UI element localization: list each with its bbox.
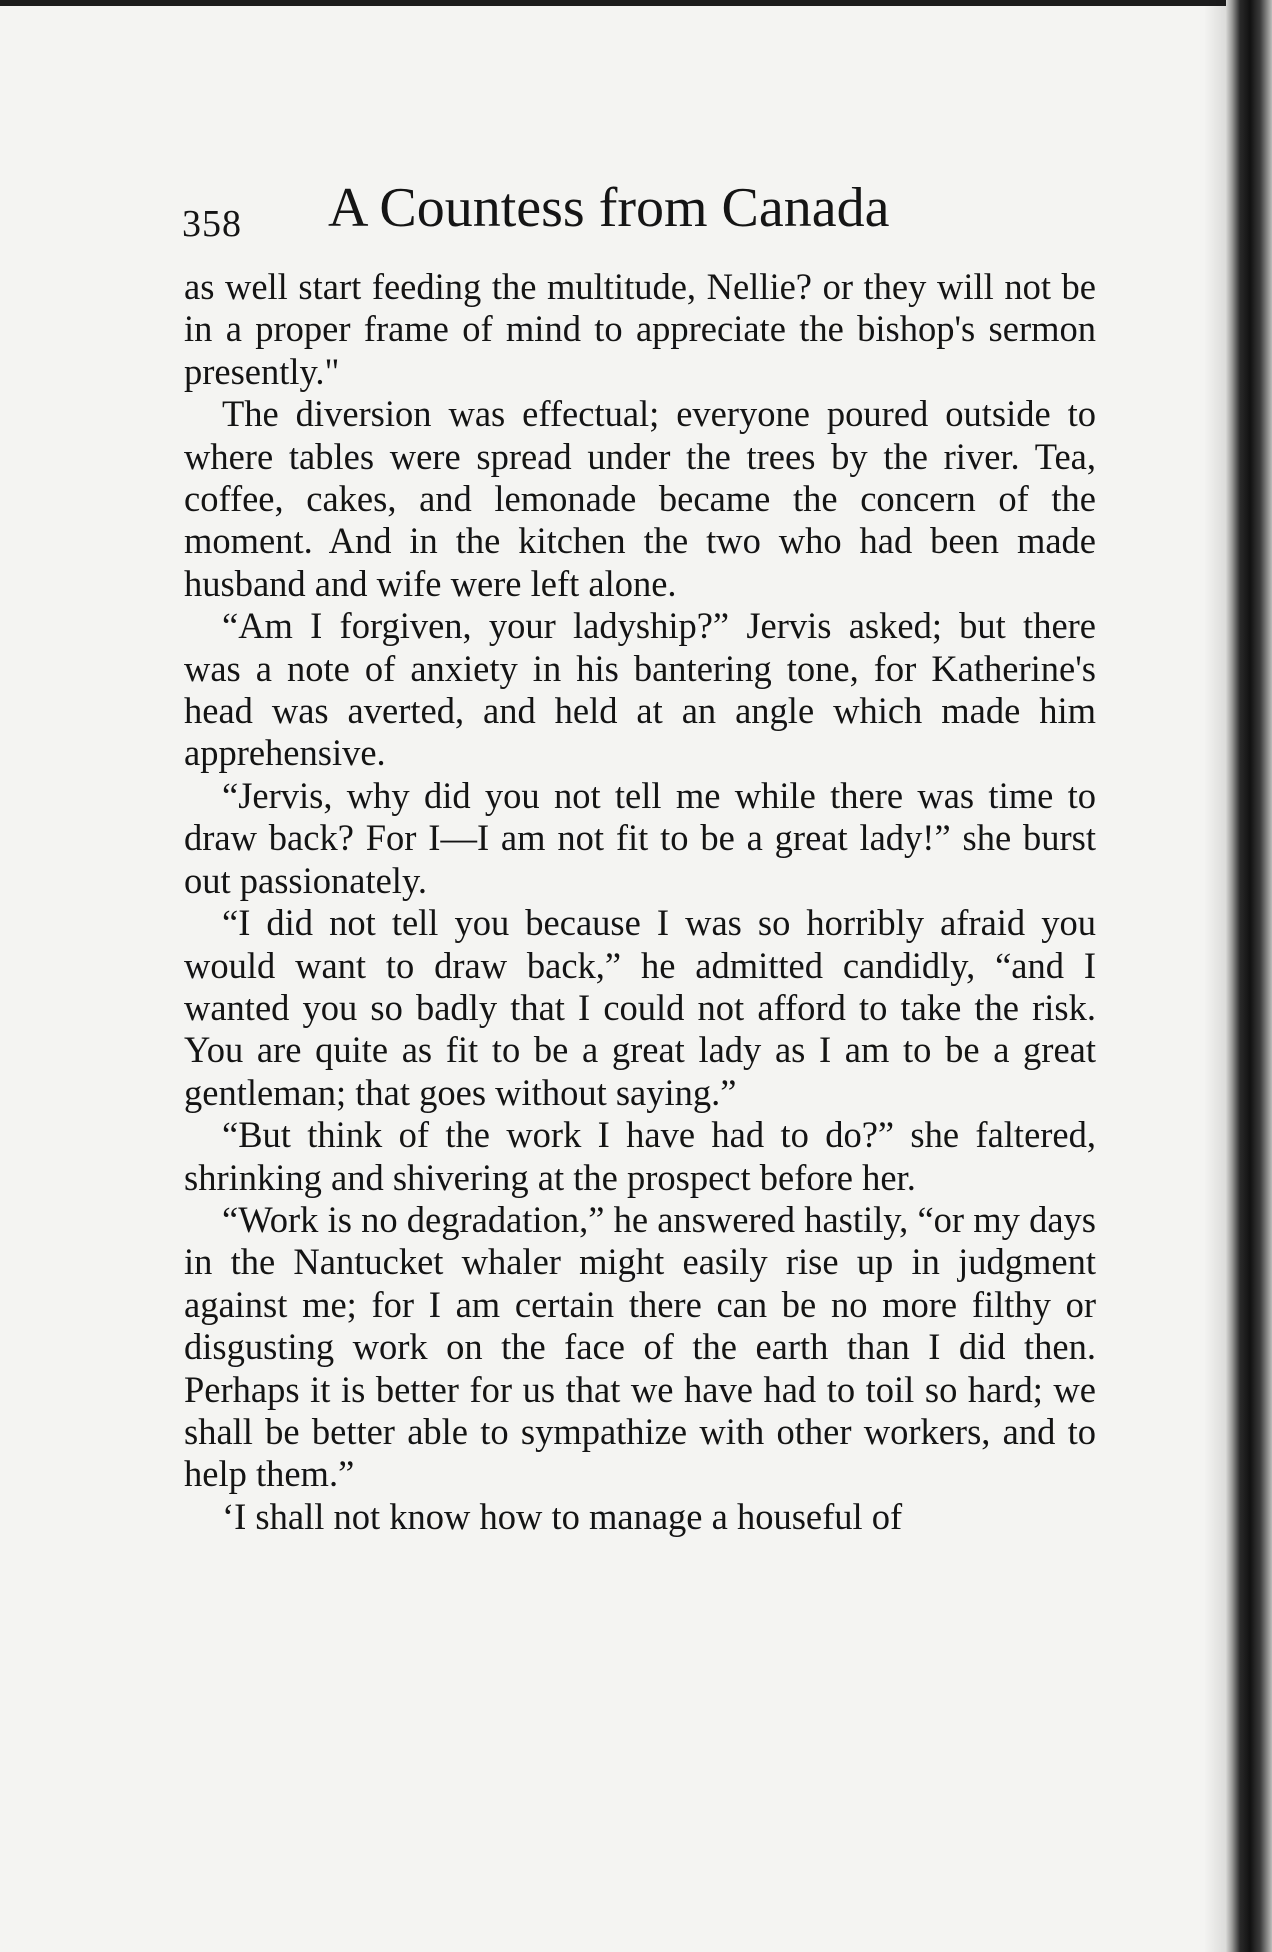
paragraph: as well start feeding the multitude, Nellie? or they will not be in a proper frame of mind to appreciate the bishop's sermon presently." (184, 266, 1096, 392)
page-body (184, 266, 1096, 1538)
paragraph: “Jervis, why did you not tell me while there was time to draw back? For I—I am not fit to be a great lady!” she burst out passionately. (184, 774, 1096, 901)
page-top-edge (0, 0, 1230, 6)
page-number: 358 (182, 203, 242, 245)
paragraph: “But think of the work I have had to do?” she faltered, shrinking and shivering at the prospect before her. (184, 1114, 1096, 1198)
paragraph: The diversion was effectual; everyone poured outside to where tables were spread under the trees by the river. Tea, coffee, cakes, and lemonade became the concern of the moment. And in the kitchen the two who had been made husband and wife were left alone. (184, 393, 1096, 604)
paragraph: ‘I shall not know how to manage a houseful of (222, 1495, 903, 1537)
paragraph: “I did not tell you because I was so horribly afraid you would want to draw back,” he admitted candidly, “and I wanted you so badly that I could not afford to take the risk. You are quite as fit to be a great lady as I am to be a great gentleman; that goes without saying.” (184, 902, 1096, 1113)
book-binding-edge (1226, 0, 1272, 1952)
gutter-shadow (1204, 0, 1226, 1952)
page-header (182, 176, 1102, 256)
paragraph: “Am I forgiven, your ladyship?” Jervis asked; but there was a note of anxiety in his bantering tone, for Katherine's head was averted, and held at an angle which made him apprehensive. (184, 605, 1096, 774)
running-title: A Countess from Canada (328, 177, 890, 239)
paragraph: “Work is no degradation,” he answered hastily, “or my days in the Nantucket whaler might easily rise up in judgment against me; for I am certain there can be no more filthy or disgusting work on the face of the earth than I did then. Perhaps it is better for us that we have had to toil so hard; we shall be better able to sympathize with other workers, and to help them.” (184, 1198, 1096, 1495)
